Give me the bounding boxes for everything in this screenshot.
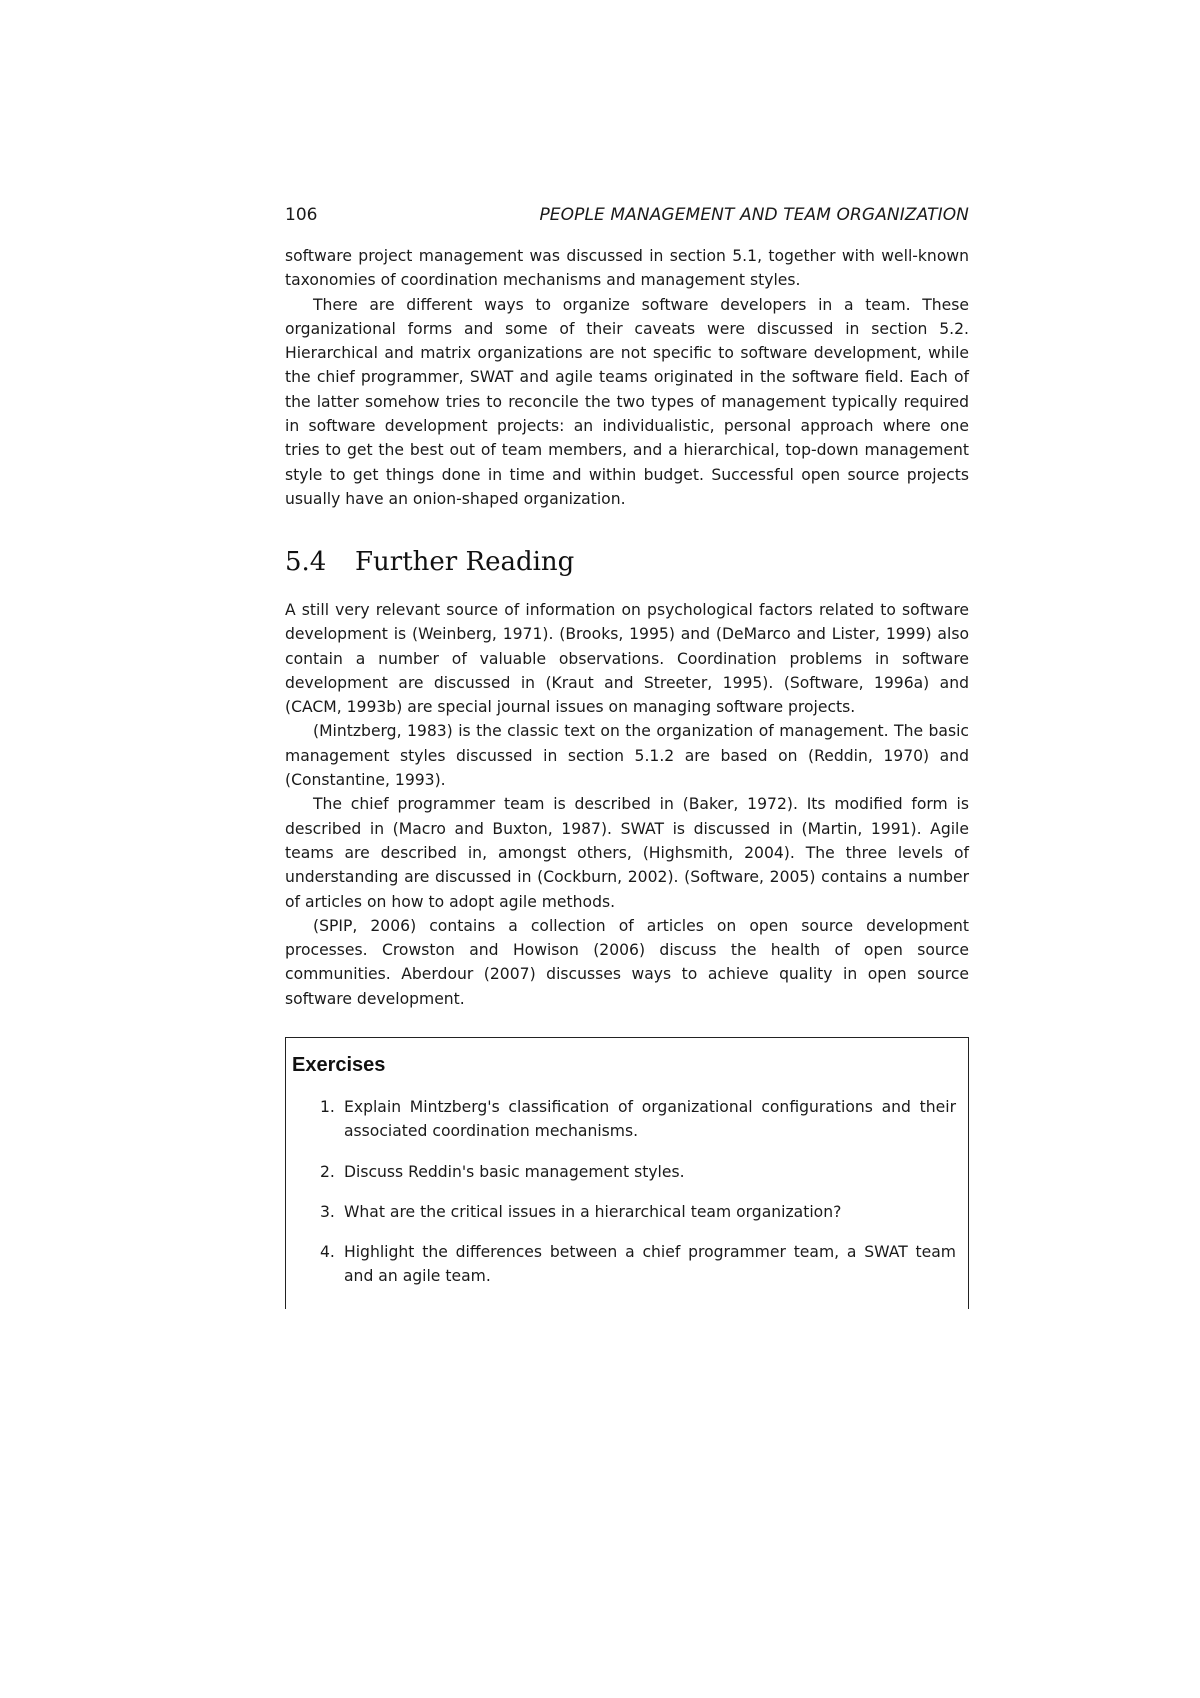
exercises-box [285, 1037, 969, 1309]
paragraph: The chief programmer team is described in (Baker, 1972). Its modified form is described in (Macro and Buxton, 1987). SWAT is discussed in (Martin, 1991). Agile teams are described in, amongst others, (Highsmith, 2004). The three levels of understanding are discussed in (Cockburn, 2002). (Software, 2005) contains a number of articles on how to adopt agile methods. [285, 795, 969, 911]
exercise-item [320, 1240, 956, 1289]
exercise-number: 1. [320, 1098, 335, 1116]
exercise-item [320, 1200, 956, 1224]
section-title: Further Reading [355, 547, 575, 577]
intro-text [285, 244, 969, 511]
paragraph: (SPIP, 2006) contains a collection of articles on open source development processes. Crowston and Howison (2006) discuss the health of open source communities. Aberdour (2007) discusses ways to achieve quality in open source software development. [285, 916, 969, 1008]
running-title: PEOPLE MANAGEMENT AND TEAM ORGANIZATION [539, 205, 969, 225]
exercise-text: What are the critical issues in a hierarchical team organization? [344, 1202, 842, 1221]
paragraph: A still very relevant source of information on psychological factors related to software development is (Weinberg, 1971). (Brooks, 1995) and (DeMarco and Lister, 1999) also contain a number of valuable observations. Coordination problems in software development are discussed in (Kraut and Streeter, 1995). (Software, 1996a) and (CACM, 1993b) are special journal issues on managing software projects. [285, 601, 969, 717]
exercise-list [320, 1095, 956, 1305]
paragraph: There are different ways to organize software developers in a team. These organizational forms and some of their caveats were discussed in section 5.2. Hierarchical and matrix organizations are not specific to software development, while the chief programmer, SWAT and agile teams originated in the software field. Each of the latter somehow tries to reconcile the two types of management typically required in software development projects: an individualistic, personal approach where one tries to get the best out of team members, and a hierarchical, top-down management style to get things done in time and within budget. Successful open source projects usually have an onion-shaped organization. [285, 295, 969, 508]
exercise-text: Discuss Reddin's basic management styles. [344, 1162, 685, 1181]
section-heading [285, 545, 574, 579]
exercise-number: 2. [320, 1162, 335, 1181]
paragraph: software project management was discussed in section 5.1, together with well-known taxonomies of coordination mechanisms and management styles. [285, 247, 969, 290]
further-reading-text [285, 598, 969, 1011]
exercise-item [320, 1160, 956, 1184]
paragraph: (Mintzberg, 1983) is the classic text on the organization of management. The basic management styles discussed in section 5.1.2 are based on (Reddin, 1970) and (Constantine, 1993). [285, 722, 969, 790]
exercises-title: Exercises [292, 1054, 386, 1076]
exercise-text: Explain Mintzberg's classification of organizational configurations and their associated coordination mechanisms. [344, 1098, 956, 1141]
running-head [285, 203, 969, 227]
exercise-text: Highlight the differences between a chief programmer team, a SWAT team and an agile team. [344, 1243, 956, 1286]
exercise-number: 3. [320, 1202, 335, 1221]
section-number: 5.4 [285, 547, 327, 577]
exercise-item [320, 1095, 956, 1144]
page-number: 106 [285, 205, 318, 225]
exercise-number: 4. [320, 1243, 335, 1262]
